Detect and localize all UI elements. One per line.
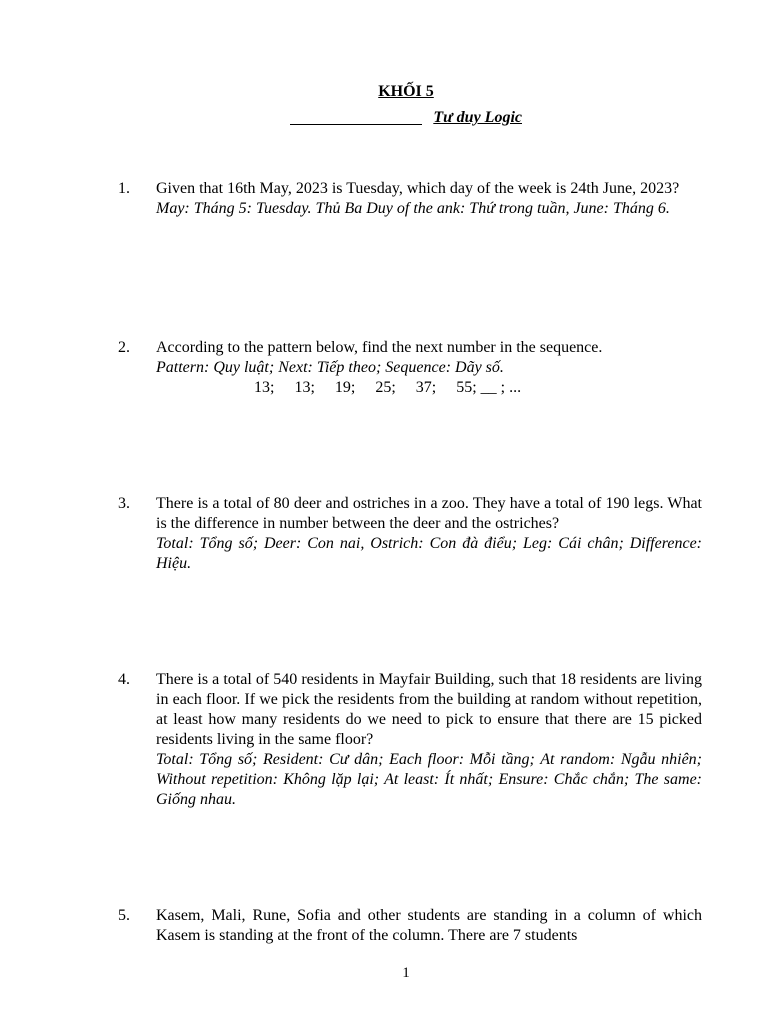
question-4-text: There is a total of 540 residents in Mayfair Building, such that 18 residents are living in each floor. If we pick the residents from the building at random without repetition, at least how many residents do we need to pick to ensure that there are 15 picked residents living in the same floor? <box>156 671 702 748</box>
question-4-gloss: Total: Tổng số; Resident: Cư dân; Each floor: Mỗi tầng; At random: Ngẫu nhiên; Without repetition: Không lặp lại; At least: Ít nhất; Ensure: Chắc chắn; The same: Giống nhau. <box>156 751 702 808</box>
question-2 <box>156 338 702 378</box>
question-3-text: There is a total of 80 deer and ostriches in a zoo. They have a total of 190 legs. What is the difference in number between the deer and the ostriches? <box>156 495 702 532</box>
question-3 <box>156 494 702 574</box>
question-3-gloss: Total: Tổng số; Deer: Con nai, Ostrich: Con đà điểu; Leg: Cái chân; Difference: Hiệu. <box>156 535 702 572</box>
question-4 <box>156 670 702 810</box>
question-1 <box>156 179 702 219</box>
subtitle-underline <box>290 124 422 125</box>
question-1-number: 1. <box>118 180 130 197</box>
page-number: 1 <box>402 965 410 981</box>
question-2-number: 2. <box>118 339 130 356</box>
question-3-number: 3. <box>118 495 130 512</box>
number-sequence: 13; 13; 19; 25; 37; 55; __ ; ... <box>254 379 522 396</box>
question-1-gloss: May: Tháng 5: Tuesday. Thủ Ba Duy of the ank: Thứ trong tuần, June: Tháng 6. <box>156 200 670 217</box>
page-title: KHỐI 5 <box>378 83 434 100</box>
question-4-number: 4. <box>118 671 130 688</box>
question-1-text: Given that 16th May, 2023 is Tuesday, which day of the week is 24th June, 2023? <box>156 180 680 197</box>
question-2-text: According to the pattern below, find the next number in the sequence. <box>156 339 603 356</box>
question-5-text: Kasem, Mali, Rune, Sofia and other students are standing in a column of which Kasem is standing at the front of the column. There are 7 students <box>156 907 702 944</box>
question-5-number: 5. <box>118 907 130 924</box>
page-subtitle: Tư duy Logic <box>433 109 522 126</box>
question-2-gloss: Pattern: Quy luật; Next: Tiếp theo; Sequence: Dãy số. <box>156 359 504 376</box>
question-5 <box>156 906 702 946</box>
subtitle-row <box>290 108 522 128</box>
